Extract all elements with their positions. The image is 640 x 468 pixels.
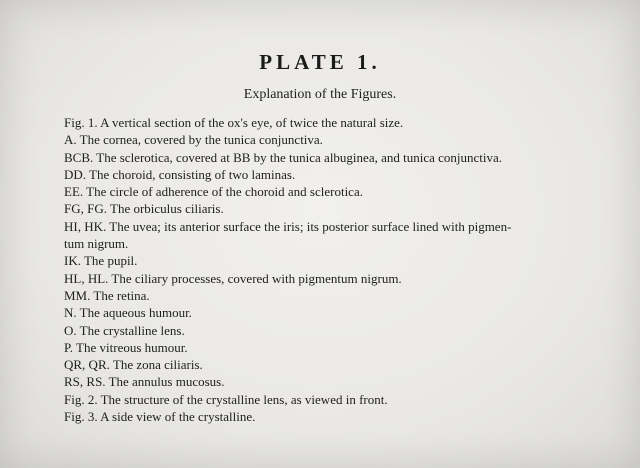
entry-fig-2: Fig. 2. The structure of the crystalline lens, as viewed in front. — [64, 391, 388, 407]
entry-annulus-mucosus: RS, RS. The annulus mucosus. — [64, 374, 225, 390]
entry-orbiculus-ciliaris: FG, FG. The orbiculus ciliaris. — [64, 201, 224, 217]
entry-fig-3: Fig. 3. A side view of the crystalline. — [64, 409, 256, 425]
figure-explanation-list — [64, 114, 604, 425]
entry-uvea: HI, HK. The uvea; its anterior surface the iris; its posterior surface lined with pigmen- — [64, 218, 512, 234]
entry-uvea-continuation: tum nigrum. — [64, 236, 129, 252]
entry-fig-1: Fig. 1. A vertical section of the ox's eye, of twice the natural size. — [64, 115, 404, 130]
entry-vitreous-humour: P. The vitreous humour. — [64, 339, 188, 355]
entry-circle-of-adherence: EE. The circle of adherence of the choroid and sclerotica. — [64, 184, 363, 200]
entry-sclerotica: BCB. The sclerotica, covered at BB by the tunica albuginea, and tunica conjunctiva. — [64, 149, 503, 165]
entry-retina: MM. The retina. — [64, 287, 150, 303]
entry-aqueous-humour: N. The aqueous humour. — [64, 305, 192, 321]
entry-pupil: IK. The pupil. — [64, 253, 138, 269]
entry-cornea: A. The cornea, covered by the tunica conjunctiva. — [64, 132, 323, 148]
plate-title: PLATE 1. — [259, 50, 381, 74]
plate-subtitle: Explanation of the Figures. — [243, 87, 397, 102]
entry-crystalline-lens: O. The crystalline lens. — [64, 322, 185, 338]
entry-ciliary-processes: HL, HL. The ciliary processes, covered with pigmentum nigrum. — [64, 270, 402, 286]
entry-choroid: DD. The choroid, consisting of two laminas. — [64, 166, 296, 182]
entry-zona-ciliaris: QR, QR. The zona ciliaris. — [64, 357, 203, 373]
